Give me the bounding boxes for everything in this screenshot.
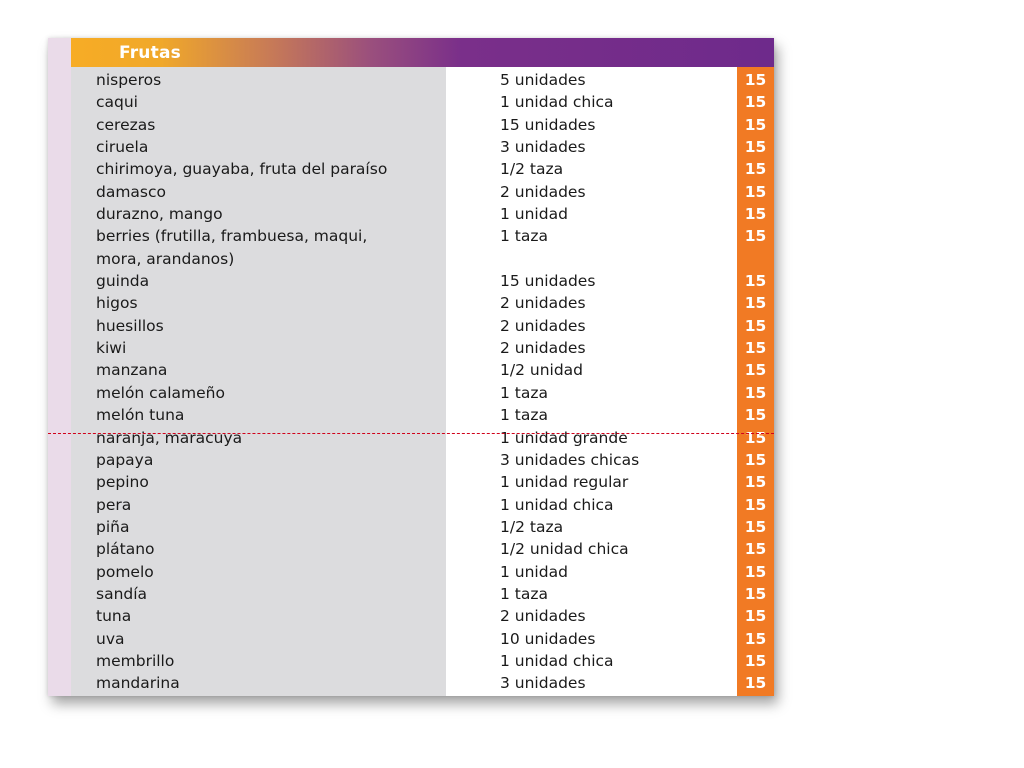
table-row — [48, 136, 774, 158]
points-value: 15 — [744, 93, 767, 112]
food-name-line: berries (frutilla, frambuesa, maqui, — [96, 227, 368, 246]
points-value: 15 — [744, 182, 767, 201]
portion-size: 2 unidades — [500, 294, 586, 313]
portion-size: 3 unidades — [500, 674, 586, 693]
food-name — [96, 91, 138, 113]
food-name — [96, 583, 147, 605]
portion-size: 2 unidades — [500, 339, 586, 358]
portion-size: 3 unidades — [500, 138, 586, 157]
points-value: 15 — [744, 383, 767, 402]
fruit-portion-table — [48, 38, 774, 696]
food-name — [96, 494, 131, 516]
portion-size: 15 unidades — [500, 272, 596, 291]
food-name-line: plátano — [96, 540, 155, 559]
food-name-line: naranja, maracuya — [96, 428, 243, 447]
section-header — [71, 38, 774, 67]
food-name-line: pomelo — [96, 562, 154, 581]
points-value: 15 — [744, 294, 767, 313]
food-name — [96, 114, 155, 136]
portion-size: 1 taza — [500, 584, 548, 603]
points-value: 15 — [744, 562, 767, 581]
table-row — [48, 181, 774, 203]
food-name-line: piña — [96, 517, 130, 536]
table-row — [48, 158, 774, 180]
points-value: 15 — [744, 115, 767, 134]
food-name-line: pepino — [96, 473, 149, 492]
portion-size: 1 unidad — [500, 205, 568, 224]
portion-size: 1 unidad — [500, 562, 568, 581]
food-name — [96, 203, 223, 225]
table-row — [48, 538, 774, 560]
table-row — [48, 449, 774, 471]
food-name — [96, 382, 225, 404]
food-name — [96, 292, 138, 314]
points-value: 15 — [744, 339, 767, 358]
portion-size: 1 unidad chica — [500, 651, 614, 670]
portion-size: 1 unidad chica — [500, 93, 614, 112]
portion-size: 2 unidades — [500, 182, 586, 201]
food-name — [96, 516, 129, 538]
points-value: 15 — [744, 272, 767, 291]
points-value: 15 — [744, 227, 767, 246]
portion-size: 1/2 taza — [500, 160, 564, 179]
table-row — [48, 337, 774, 359]
points-value: 15 — [744, 495, 767, 514]
portion-size: 1 taza — [500, 383, 548, 402]
food-name — [96, 181, 166, 203]
table-row — [48, 427, 774, 449]
points-value: 15 — [744, 629, 767, 648]
food-name — [96, 69, 161, 91]
food-name-line: manzana — [96, 361, 168, 380]
table-row — [48, 628, 774, 650]
table-row — [48, 359, 774, 381]
food-name — [96, 427, 242, 449]
portion-size: 1/2 unidad chica — [500, 540, 629, 559]
table-row — [48, 672, 774, 694]
food-name-line: cerezas — [96, 115, 156, 134]
portion-size: 1 taza — [500, 406, 548, 425]
points-value: 15 — [744, 316, 767, 335]
food-name-line: uva — [96, 629, 125, 648]
food-name — [96, 136, 148, 158]
portion-size: 1 unidad regular — [500, 473, 629, 492]
food-name-line: tuna — [96, 607, 132, 626]
table-row — [48, 225, 774, 270]
food-name-line: damasco — [96, 182, 167, 201]
food-name-line: pera — [96, 495, 132, 514]
table-row — [48, 315, 774, 337]
food-name — [96, 359, 167, 381]
food-name — [96, 449, 153, 471]
portion-size: 1/2 taza — [500, 517, 564, 536]
portion-size: 3 unidades chicas — [500, 450, 640, 469]
food-name-line: mandarina — [96, 674, 180, 693]
table-row — [48, 471, 774, 493]
points-value: 15 — [744, 205, 767, 224]
dashed-cut-line — [48, 433, 774, 434]
points-value: 15 — [744, 473, 767, 492]
food-name — [96, 315, 164, 337]
points-value: 15 — [744, 674, 767, 693]
food-name — [96, 605, 131, 627]
portion-size: 1 unidad grande — [500, 428, 628, 447]
food-name — [96, 404, 184, 426]
food-name-line: sandía — [96, 584, 148, 603]
food-name-line: nisperos — [96, 71, 162, 89]
food-name-line: caqui — [96, 93, 138, 112]
food-name — [96, 158, 387, 180]
points-value: 15 — [744, 607, 767, 626]
food-name-line: kiwi — [96, 339, 127, 358]
table-row — [48, 494, 774, 516]
points-value: 15 — [744, 138, 767, 157]
table-row — [48, 583, 774, 605]
food-name-line: melón tuna — [96, 406, 185, 425]
points-value: 15 — [744, 406, 767, 425]
food-name-line: membrillo — [96, 651, 175, 670]
food-name — [96, 337, 126, 359]
points-value: 15 — [744, 160, 767, 179]
food-name-line: melón calameño — [96, 383, 225, 402]
points-value: 15 — [744, 584, 767, 603]
table-row — [48, 69, 774, 91]
portion-size: 15 unidades — [500, 115, 596, 134]
portion-size: 1/2 unidad — [500, 361, 584, 380]
table-row — [48, 114, 774, 136]
points-value: 15 — [744, 428, 767, 447]
portion-size: 2 unidades — [500, 316, 586, 335]
points-value: 15 — [744, 651, 767, 670]
food-name — [96, 561, 154, 583]
table-body — [48, 69, 774, 695]
food-name — [96, 225, 367, 270]
table-row — [48, 561, 774, 583]
section-title: Frutas — [119, 43, 181, 63]
food-name-line: huesillos — [96, 316, 164, 335]
portion-size: 1 unidad chica — [500, 495, 614, 514]
table-row — [48, 382, 774, 404]
food-name-line-2: mora, arandanos) — [96, 249, 235, 268]
table-row — [48, 270, 774, 292]
portion-size: 2 unidades — [500, 607, 586, 626]
food-name-line: papaya — [96, 450, 154, 469]
table-row — [48, 292, 774, 314]
portion-size: 5 unidades — [500, 71, 586, 89]
food-name-line: guinda — [96, 272, 150, 291]
food-name-line: ciruela — [96, 138, 149, 157]
food-name — [96, 650, 174, 672]
food-name-line: higos — [96, 294, 138, 313]
table-row — [48, 650, 774, 672]
points-value: 15 — [744, 361, 767, 380]
food-name — [96, 471, 149, 493]
food-name — [96, 538, 155, 560]
portion-size: 10 unidades — [500, 629, 596, 648]
table-row — [48, 91, 774, 113]
table-row — [48, 203, 774, 225]
points-value: 15 — [744, 71, 767, 89]
portion-size: 1 taza — [500, 227, 548, 246]
points-value: 15 — [744, 450, 767, 469]
food-name — [96, 270, 149, 292]
food-name-line: chirimoya, guayaba, fruta del paraíso — [96, 160, 388, 179]
points-value: 15 — [744, 540, 767, 559]
table-row — [48, 516, 774, 538]
food-name — [96, 672, 180, 694]
food-name-line: durazno, mango — [96, 205, 223, 224]
table-row — [48, 605, 774, 627]
food-name — [96, 628, 125, 650]
table-row — [48, 404, 774, 426]
points-value: 15 — [744, 517, 767, 536]
